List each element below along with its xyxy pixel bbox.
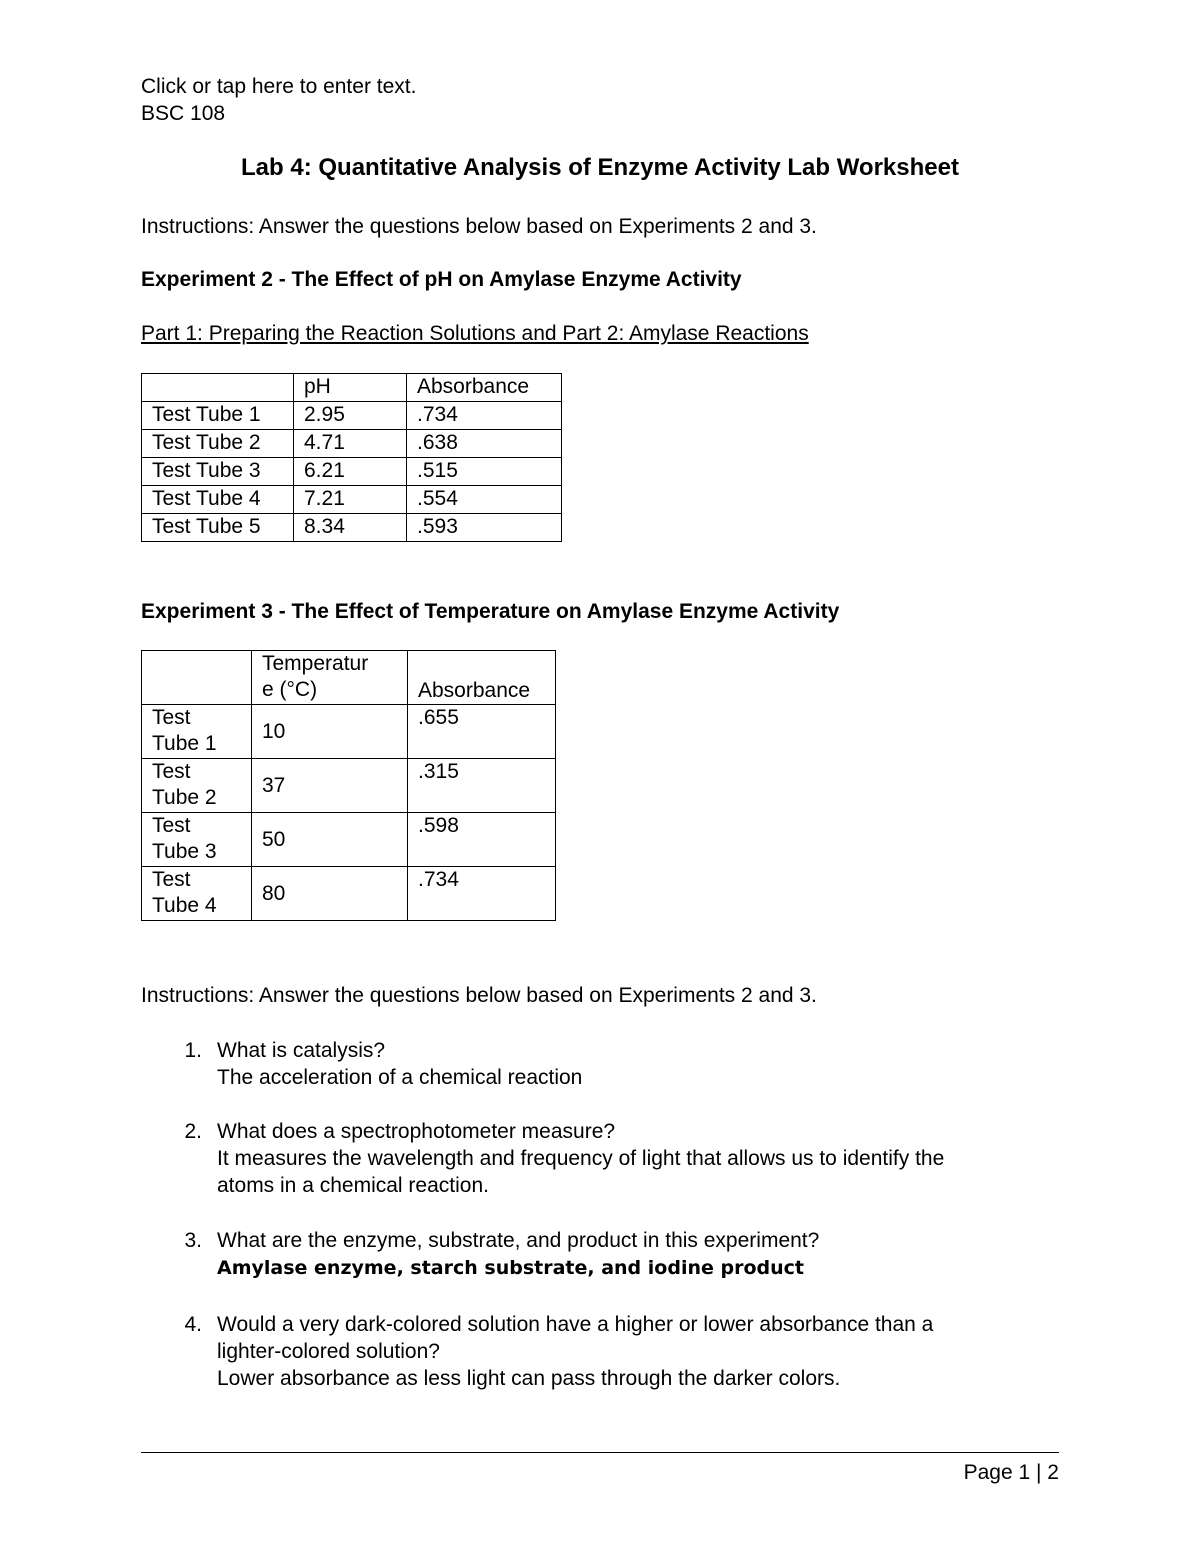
table-cell: .734 xyxy=(408,867,556,921)
table-header-row xyxy=(142,374,562,402)
question-text: lighter-colored solution? xyxy=(217,1340,440,1363)
table-row xyxy=(142,402,562,430)
table-cell xyxy=(142,867,252,921)
table-cell: 4.71 xyxy=(294,430,407,458)
table-cell: Test Tube 4 xyxy=(142,486,294,514)
answer-text[interactable]: It measures the wavelength and frequency of light that allows us to identify the xyxy=(217,1147,945,1170)
question-text: What does a spectrophotometer measure? xyxy=(217,1120,616,1143)
question-number: 4. xyxy=(184,1313,202,1336)
table-cell: Test Tube 1 xyxy=(142,402,294,430)
table-cell xyxy=(142,813,252,867)
table-cell xyxy=(142,759,252,813)
table-row xyxy=(142,514,562,542)
ph-table xyxy=(141,373,562,542)
table-row xyxy=(142,813,556,867)
table-cell: 8.34 xyxy=(294,514,407,542)
question-number: 3. xyxy=(184,1229,202,1252)
table-cell: 7.21 xyxy=(294,486,407,514)
cell-line: Tube 2 xyxy=(152,786,217,809)
answer-text[interactable]: The acceleration of a chemical reaction xyxy=(217,1066,583,1089)
table-row xyxy=(142,430,562,458)
table-cell: 10 xyxy=(252,705,408,759)
cell-line: Tube 4 xyxy=(152,894,217,917)
experiment2-subheading: Part 1: Preparing the Reaction Solutions and Part 2: Amylase Reactions xyxy=(141,322,809,345)
footer-divider xyxy=(141,1452,1059,1453)
cell-line: Tube 1 xyxy=(152,732,217,755)
table-cell: 6.21 xyxy=(294,458,407,486)
table-header-cell xyxy=(142,651,252,705)
question-text: Would a very dark-colored solution have a higher or lower absorbance than a xyxy=(217,1313,934,1336)
question-number: 1. xyxy=(184,1039,202,1062)
table-cell: 50 xyxy=(252,813,408,867)
experiment2-heading: Experiment 2 - The Effect of pH on Amylase Enzyme Activity xyxy=(141,268,742,291)
table-cell: .638 xyxy=(407,430,562,458)
table-cell: 80 xyxy=(252,867,408,921)
question-number: 2. xyxy=(184,1120,202,1143)
course-code: BSC 108 xyxy=(141,102,226,125)
question-text: What is catalysis? xyxy=(217,1039,386,1062)
table-cell: 37 xyxy=(252,759,408,813)
answer-text[interactable]: Amylase enzyme, starch substrate, and iodine product xyxy=(217,1257,804,1279)
table-header-row xyxy=(142,651,556,705)
table-cell: .554 xyxy=(407,486,562,514)
table-header-cell xyxy=(252,651,408,705)
table-row xyxy=(142,759,556,813)
table-header-cell xyxy=(142,374,294,402)
experiment3-heading: Experiment 3 - The Effect of Temperature on Amylase Enzyme Activity xyxy=(141,600,840,623)
table-header-cell: Absorbance xyxy=(408,651,556,705)
table-cell: .598 xyxy=(408,813,556,867)
table-cell: .515 xyxy=(407,458,562,486)
cell-line: Test xyxy=(152,868,191,891)
table-row xyxy=(142,458,562,486)
page-title: Lab 4: Quantitative Analysis of Enzyme Activity Lab Worksheet xyxy=(241,154,959,181)
table-cell: .593 xyxy=(407,514,562,542)
cell-line: Test xyxy=(152,760,191,783)
instructions-bottom: Instructions: Answer the questions below based on Experiments 2 and 3. xyxy=(141,984,817,1007)
cell-line: Tube 3 xyxy=(152,840,217,863)
page-number: Page 1 | 2 xyxy=(963,1461,1059,1484)
table-cell: .315 xyxy=(408,759,556,813)
table-cell xyxy=(142,705,252,759)
placeholder-text-field[interactable]: Click or tap here to enter text. xyxy=(141,75,417,98)
answer-text[interactable]: atoms in a chemical reaction. xyxy=(217,1174,489,1197)
cell-line: Test xyxy=(152,814,191,837)
table-cell: Test Tube 3 xyxy=(142,458,294,486)
table-cell: Test Tube 2 xyxy=(142,430,294,458)
answer-text[interactable]: Lower absorbance as less light can pass through the darker colors. xyxy=(217,1367,841,1390)
table-cell: Test Tube 5 xyxy=(142,514,294,542)
question-text: What are the enzyme, substrate, and product in this experiment? xyxy=(217,1229,820,1252)
temperature-table xyxy=(141,650,556,921)
instructions-top: Instructions: Answer the questions below based on Experiments 2 and 3. xyxy=(141,215,817,238)
table-row xyxy=(142,705,556,759)
table-cell: .655 xyxy=(408,705,556,759)
table-cell: .734 xyxy=(407,402,562,430)
cell-line: Test xyxy=(152,706,191,729)
table-header-cell: Absorbance xyxy=(407,374,562,402)
table-row xyxy=(142,867,556,921)
header-line: e (°C) xyxy=(262,678,318,701)
header-line: Temperatur xyxy=(262,652,369,675)
table-header-cell: pH xyxy=(294,374,407,402)
table-cell: 2.95 xyxy=(294,402,407,430)
table-row xyxy=(142,486,562,514)
